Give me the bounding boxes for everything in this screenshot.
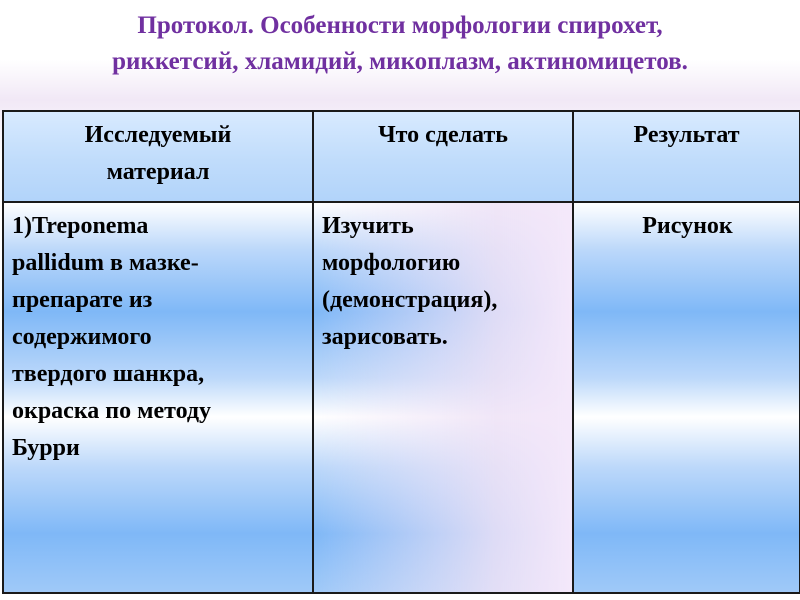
header-material-line-1: Исследуемый <box>84 122 232 148</box>
material-line: содержимого <box>12 324 152 350</box>
action-line: Изучить <box>322 213 414 239</box>
header-action-label: Что сделать <box>378 122 508 148</box>
header-result <box>573 111 800 202</box>
action-line: (демонстрация), <box>322 287 498 313</box>
material-line: препарате из <box>12 287 153 313</box>
table-header-row <box>3 111 800 202</box>
cell-action <box>313 202 573 593</box>
table-row <box>3 202 800 593</box>
result-label: Рисунок <box>642 213 733 239</box>
header-material-line-2: материал <box>106 159 210 185</box>
action-line: морфологию <box>322 250 461 276</box>
slide-title-line-1: Протокол. Особенности морфологии спирохет, <box>137 12 663 39</box>
header-result-label: Результат <box>633 122 740 148</box>
slide-title <box>0 8 800 80</box>
material-line: pallidum в мазке- <box>12 250 199 276</box>
material-line: 1)Treponema <box>12 213 149 239</box>
cell-result <box>573 202 800 593</box>
slide-title-line-2: риккетсий, хламидий, микоплазм, актиномицетов. <box>112 48 688 75</box>
header-action <box>313 111 573 202</box>
header-material <box>3 111 313 202</box>
action-line: зарисовать. <box>322 324 448 350</box>
material-line: окраска по методу <box>12 398 212 424</box>
material-line: твердого шанкра, <box>12 361 205 387</box>
protocol-table <box>2 110 800 594</box>
material-line: Бурри <box>12 435 80 461</box>
cell-material <box>3 202 313 593</box>
